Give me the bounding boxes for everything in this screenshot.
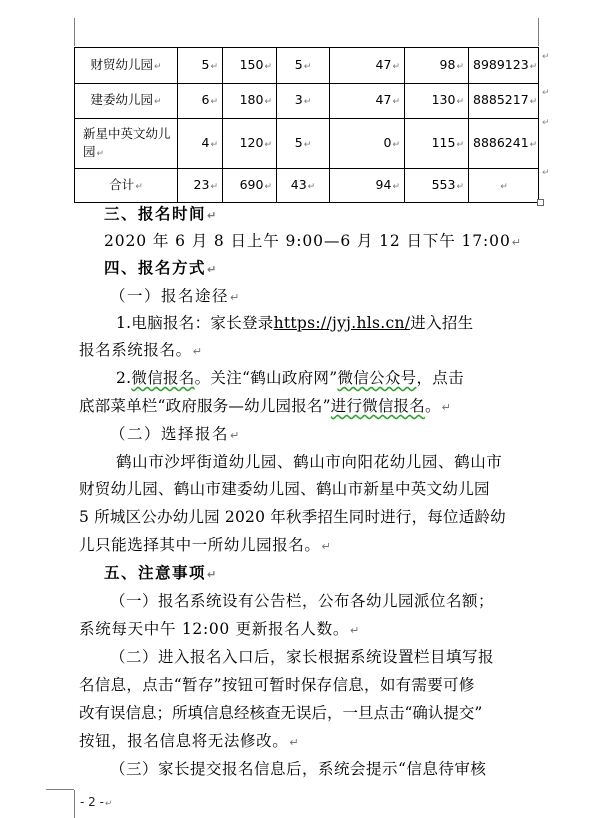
cell-value: 23 [193, 176, 210, 192]
page-number: - 2 -↵ [80, 795, 113, 809]
paragraph-wechat-registration-line2: 底部菜单栏“政府服务—幼儿园报名”进行微信报名。↵ [79, 397, 452, 415]
cell-value: 98 [439, 56, 456, 72]
paragraph-kindergarten-list-line1: 鹤山市沙坪街道幼儿园、鹤山市向阳花幼儿园、鹤山市 [116, 453, 503, 471]
crop-mark-bottom-left-h [46, 789, 74, 790]
paragraph-notice-board-line2: 系统每天中午 12:00 更新报名人数。↵ [79, 620, 361, 638]
crop-mark-top-right-v [538, 18, 539, 46]
table-row-total: 合计↵ 23↵ 690↵ 43↵ 94↵ 553↵ ↵ [75, 169, 539, 203]
paragraph-notice-board-line1: （一）报名系统设有公告栏，公布各幼儿园派位名额； [110, 592, 495, 610]
row-end-mark: ↵ [542, 168, 550, 178]
cell-value: 5 [294, 56, 303, 72]
subheading-registration-channels: （一）报名途径↵ [110, 287, 241, 305]
paragraph-wechat-registration-line1: 2.微信报名。关注“鹤山政府网”微信公众号，点击 [116, 369, 464, 387]
cell-value: 47 [375, 56, 392, 72]
kindergarten-quota-table [74, 47, 539, 203]
cell-value: 43 [290, 176, 307, 192]
subheading-choose-registration: （二）选择报名↵ [110, 425, 241, 443]
crop-mark-top-left-v [74, 18, 75, 46]
section-heading-notes: 五、注意事项↵ [104, 564, 218, 582]
cell-value: 5 [294, 134, 303, 150]
cell-value: 120 [239, 134, 264, 150]
table-row: 财贸幼儿园↵ 5↵ 150↵ 5↵ 47↵ 98↵ 8989123↵ [75, 48, 539, 84]
paragraph-kindergarten-list-line4: 儿只能选择其中一所幼儿园报名。↵ [79, 536, 332, 554]
registration-time-text: 2020 年 6 月 8 日上午 9:00—6 月 12 日下午 17:00↵ [104, 232, 522, 250]
section-heading-registration-time: 三、报名时间↵ [104, 205, 218, 223]
table-row: 建委幼儿园↵ 6↵ 180↵ 3↵ 47↵ 130↵ 8885217↵ [75, 84, 539, 119]
cell-phone: 8886241 [473, 134, 529, 150]
paragraph-kindergarten-list-line2: 财贸幼儿园、鹤山市建委幼儿园、鹤山市新星中英文幼儿园 [79, 480, 490, 498]
cell-value: 0 [383, 134, 392, 150]
row-end-mark: ↵ [542, 52, 550, 62]
paragraph-computer-registration-line2: 报名系统报名。↵ [79, 341, 203, 359]
paragraph-fill-info-line2: 名信息，点击“暂存”按钮可暂时保存信息，如有需要可修 [79, 676, 475, 694]
cell-name: 新星中英文幼儿园 [83, 125, 171, 159]
cell-value: 94 [375, 176, 392, 192]
table-row: 新星中英文幼儿园↵ 4↵ 120↵ 5↵ 0↵ 115↵ 8886241↵ [75, 119, 539, 169]
registration-url-link[interactable]: https://jyj.hls.cn/ [273, 314, 411, 332]
section-heading-registration-method: 四、报名方式↵ [104, 259, 218, 277]
cell-value: 3 [294, 92, 303, 107]
cell-phone: 8885217 [473, 92, 529, 107]
cell-value: 6 [201, 92, 210, 107]
cell-value: 115 [431, 134, 456, 150]
cell-value: 130 [431, 92, 456, 107]
paragraph-fill-info-line4: 按钮，报名信息将无法修改。↵ [79, 732, 300, 750]
cell-value: 5 [201, 56, 210, 72]
cell-value: 553 [431, 176, 456, 192]
cell-phone: 8989123 [473, 56, 529, 72]
crop-mark-bottom-left-v [74, 790, 75, 818]
cell-name: 财贸幼儿园 [90, 56, 153, 72]
cell-value: 47 [375, 92, 392, 107]
cell-value: 690 [239, 176, 264, 192]
cell-name: 合计 [109, 176, 135, 192]
cell-value: 4 [201, 134, 210, 150]
row-end-mark: ↵ [542, 88, 550, 98]
cell-value: 180 [239, 92, 264, 107]
paragraph-kindergarten-list-line3: 5 所城区公办幼儿园 2020 年秋季招生同时进行，每位适龄幼 [79, 508, 506, 526]
row-end-mark: ↵ [542, 118, 550, 128]
paragraph-fill-info-line3: 改有误信息；所填信息经核查无误后，一旦点击“确认提交” [79, 704, 483, 722]
paragraph-submit-info-line1: （三）家长提交报名信息后，系统会提示“信息待审核 [110, 760, 487, 778]
paragraph-computer-registration-line1: 1.电脑报名：家长登录https://jyj.hls.cn/进入招生 [116, 314, 474, 332]
cell-name: 建委幼儿园 [90, 92, 153, 107]
paragraph-fill-info-line1: （二）进入报名入口后，家长根据系统设置栏目填写报 [110, 648, 495, 666]
cell-value: 150 [239, 56, 264, 72]
